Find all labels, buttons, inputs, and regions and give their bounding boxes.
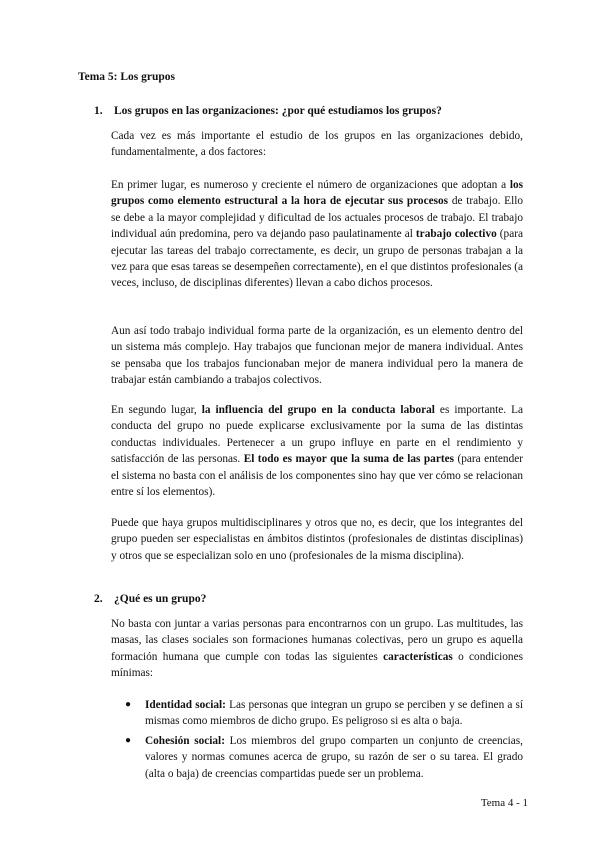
section-2-number: 2. — [94, 593, 103, 605]
page-footer: Tema 4 - 1 — [480, 797, 528, 809]
section-1-title: Los grupos en las organizaciones: ¿por qué estudiamos los grupos? — [114, 105, 442, 117]
bullet-text: Los miembros del grupo comparten un conjunto de creencias, valores y normas comunes acerca de grupo, su razón de ser o su tarea. El grado (alta o baja) de creencias compartidas puede ser un problema. — [145, 734, 524, 780]
characteristics-list — [111, 697, 523, 785]
list-item — [111, 733, 523, 782]
p3-bold-d: El todo es mayor que la suma de las partes — [243, 453, 455, 466]
p1-text-e: (para ejecutar las tareas del trabajo correctamente, es decir, un grupo de personas trabajan a la vez para que esas tareas se desempeñen correctamente), en el que distintos profesionales (a veces, incluso, de disciplinas diferentes) llevan a cabo dichos procesos. — [111, 228, 523, 290]
section-1-number: 1. — [94, 105, 103, 117]
section-1-paragraph-1 — [111, 177, 523, 292]
s2p1-text-c: o condiciones mínimas: — [111, 650, 523, 680]
section-2-title: ¿Qué es un grupo? — [114, 593, 207, 605]
document-title: Tema 5: Los grupos — [78, 71, 176, 83]
p3-text-e: (para entender el sistema no basta con el análisis de los componentes sino hay que ver cómo se relacionan entre sí los elementos). — [111, 453, 523, 499]
bullet-term: Identidad social: — [145, 699, 226, 711]
p1-text-c: de trabajo. Ello se debe a la mayor complejidad y dificultad de los actuales procesos de trabajo. El trabajo individual aún predomina, pero va dejando paso paulatinamente al — [111, 195, 523, 241]
p3-bold-b: la influencia del grupo en la conducta laboral — [201, 404, 435, 416]
bullet-icon: ● — [125, 734, 132, 746]
section-2-heading — [94, 593, 206, 605]
bullet-icon: ● — [125, 699, 132, 710]
bullet-term: Cohesión social: — [145, 734, 225, 747]
p1-bold-d: trabajo colectivo — [415, 228, 497, 241]
p3-text-a: En segundo lugar, — [111, 404, 202, 416]
p3-text-c: es importante. La conducta del grupo no puede explicarse exclusivamente por la suma de las distintas conductas individuales. Pertenecer a un grupo influye en parte en el rendimiento y satisfacción de las personas. — [111, 404, 523, 466]
bullet-text: Las personas que integran un grupo se perciben y se definen a sí mismas como miembros de dicho grupo. Es peligroso si es alta o baja. — [145, 699, 523, 728]
list-item — [111, 697, 523, 730]
section-1-intro: Cada vez es más importante el estudio de los grupos en las organizaciones debido, fundamentalmente, a dos factores: — [111, 130, 523, 159]
section-1-paragraph-3 — [111, 402, 523, 500]
section-1-paragraph-4: Puede que haya grupos multidisciplinares y otros que no, es decir, que los integrantes del grupo pueden ser especialistas en ámbitos distintos (profesionales de distintas disciplinas) y otros que se especializan solo en uno (profesionales de la misma disciplina). — [111, 517, 523, 562]
p1-bold-b: los grupos como elemento estructural a la hora de ejecutar sus procesos — [111, 179, 523, 208]
p1-text-a: En primer lugar, es numeroso y creciente el número de organizaciones que adoptan a — [111, 179, 510, 191]
s2p1-bold-b: características — [383, 650, 453, 663]
section-1-heading — [94, 105, 442, 117]
s2p1-text-a: No basta con juntar a varias personas para encontrarnos con un grupo. Las multitudes, las masas, las clases sociales son formaciones humanas colectivas, pero un grupo es aquella formación humana que cumple con todas las siguientes — [111, 618, 523, 663]
section-1-paragraph-2: Aun así todo trabajo individual forma parte de la organización, es un elemento dentro del un sistema más complejo. Hay trabajos que funcionan mejor de manera individual. Antes se pensaba que los trabajos funcionaban mejor de manera individual pero la manera de trabajar están cambiando a trabajos colectivos. — [111, 325, 523, 387]
section-2-paragraph-1 — [111, 616, 523, 682]
